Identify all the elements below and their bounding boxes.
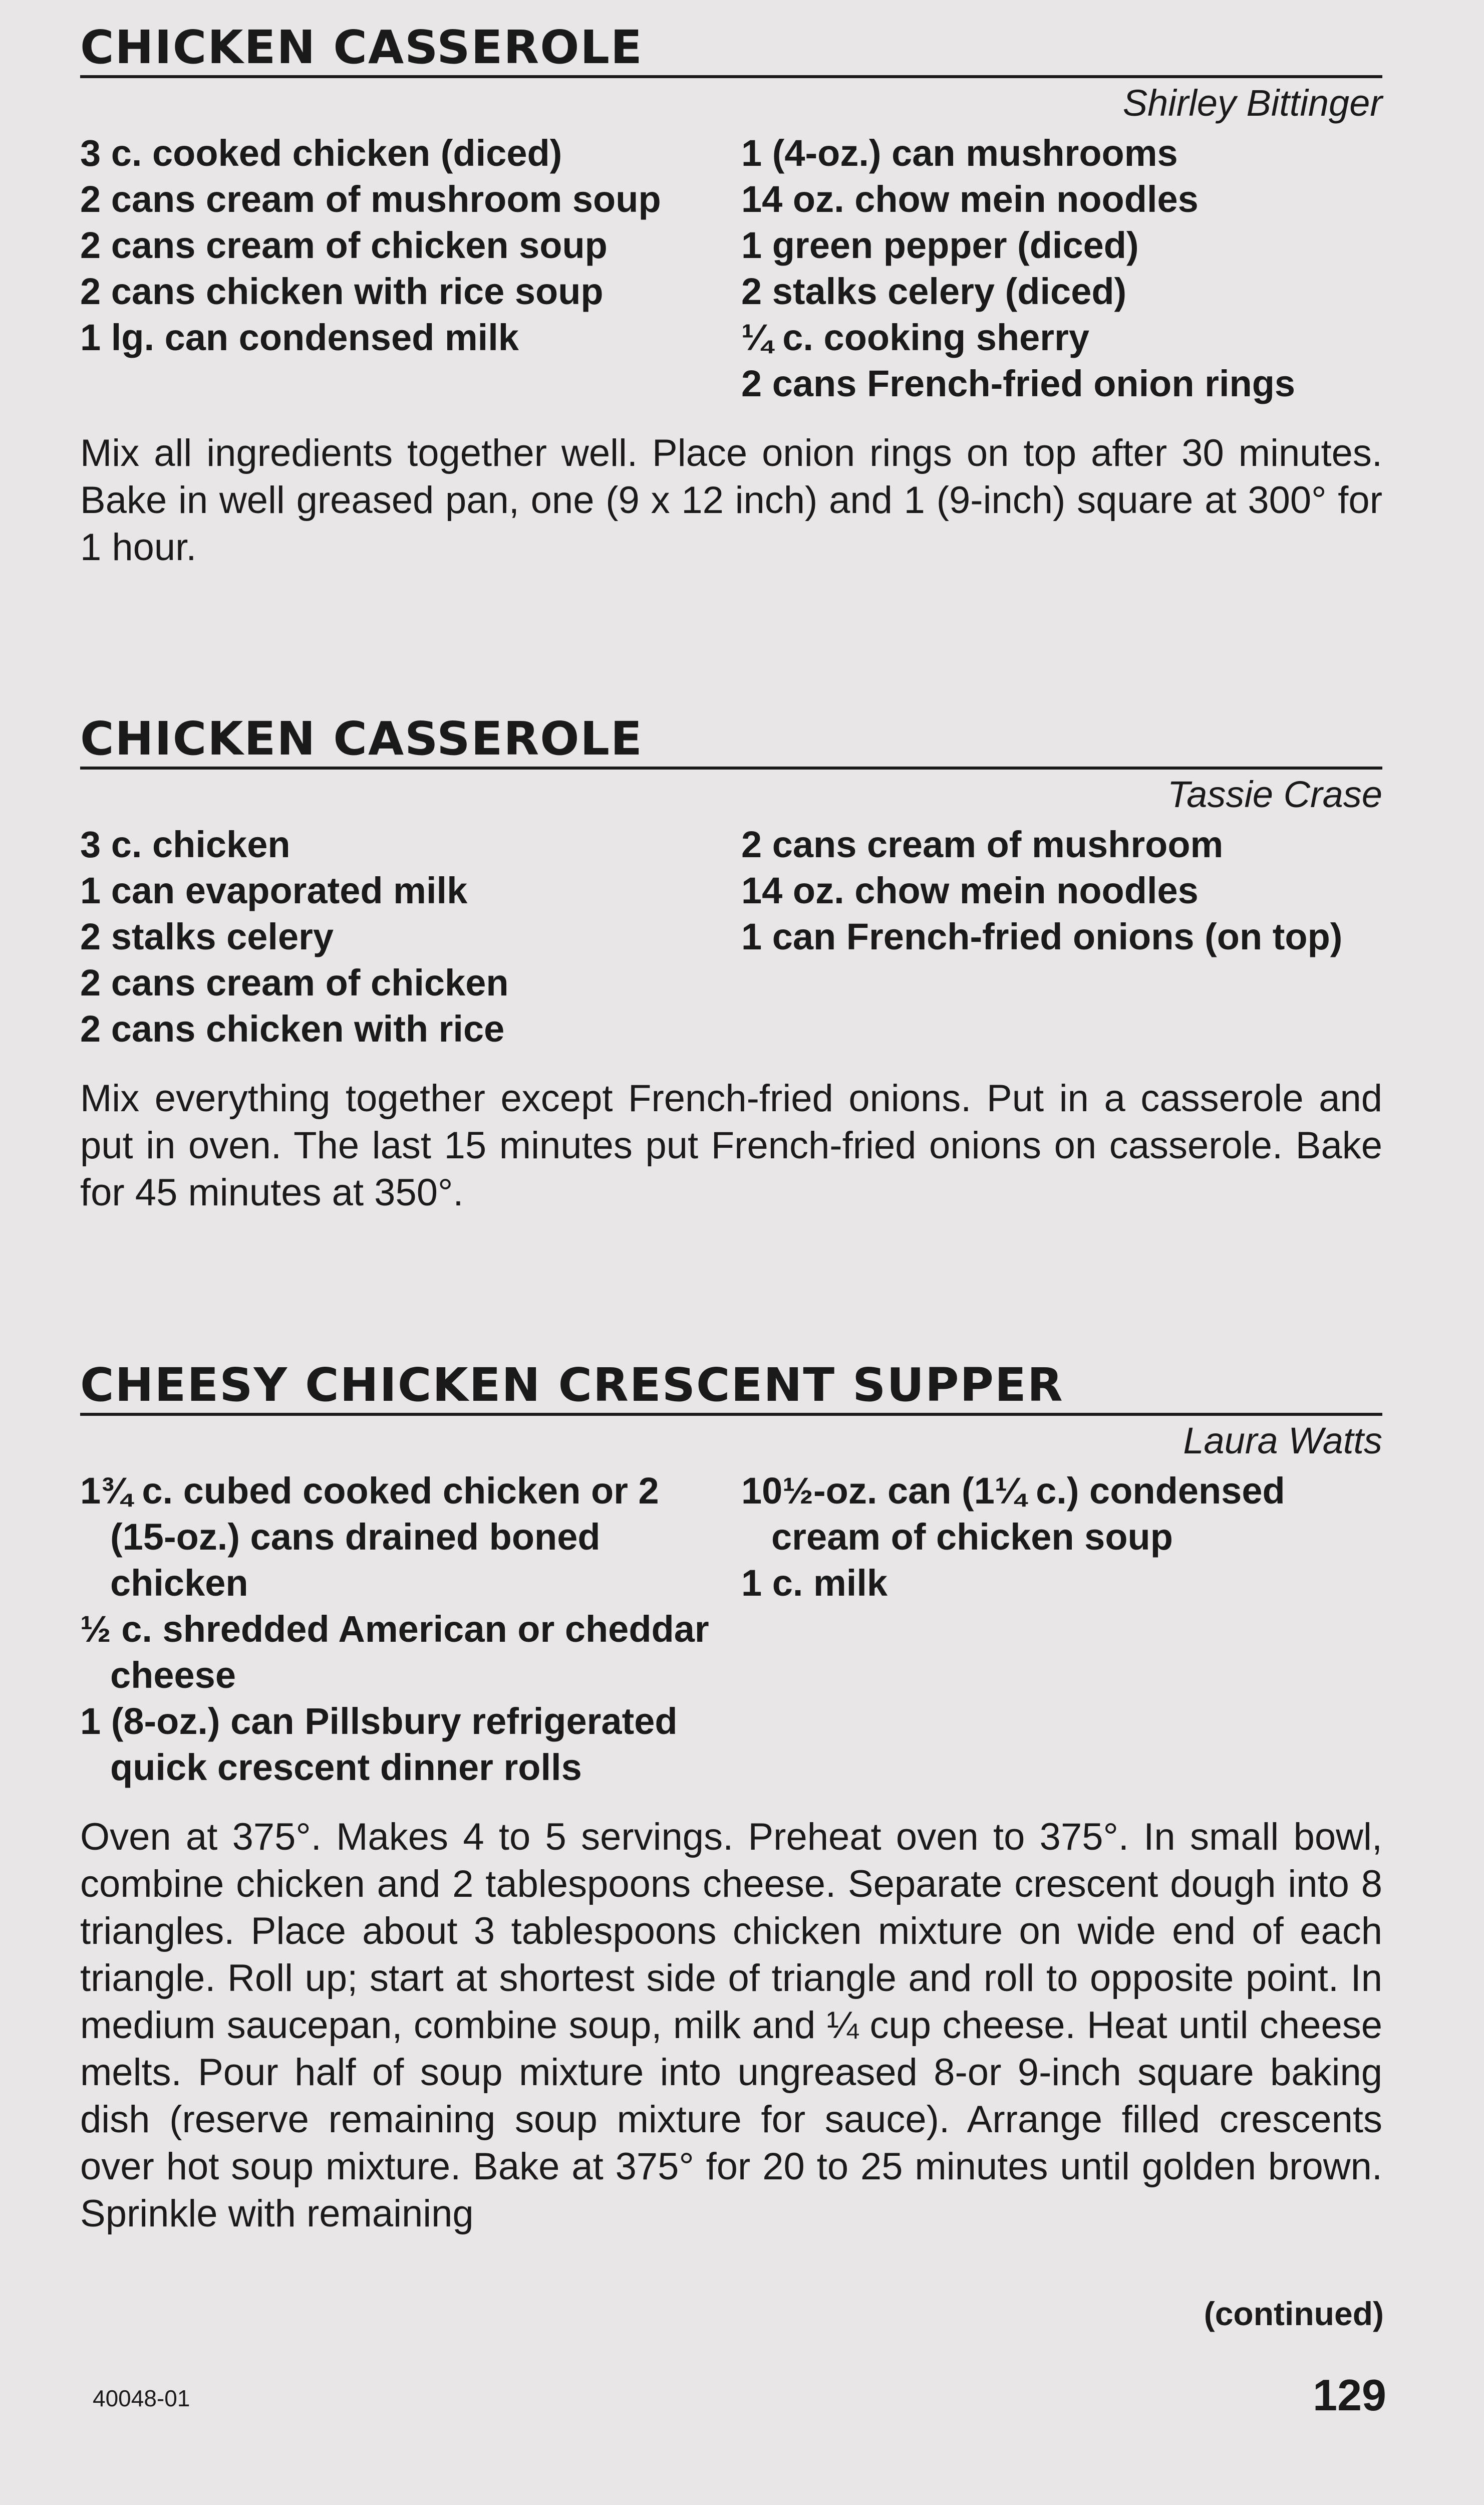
ingredient: 1 (8-oz.) can Pillsbury refrigerated quick crescent dinner rolls <box>80 1700 678 1788</box>
recipe-cheesy-chicken-crescent-supper <box>80 1358 1382 2237</box>
recipe-chicken-casserole-1 <box>80 20 1382 571</box>
ingredient: 2 cans cream of chicken <box>80 962 509 1004</box>
ingredient: 1 (4-oz.) can mushrooms <box>741 132 1178 174</box>
recipe-directions: Mix all ingredients together well. Place onion rings on top after 30 minutes. Bake in well greased pan, one (9 x 12 inch) and 1 (9-inch) square at 300° for 1 hour. <box>80 432 1382 569</box>
ingredient: 14 oz. chow mein noodles <box>741 178 1199 220</box>
ingredients <box>80 822 1382 1052</box>
ingredient: ½ c. shredded American or cheddar cheese <box>80 1608 709 1696</box>
recipe-title: CHICKEN CASSEROLE <box>80 20 1382 78</box>
ingredient: 2 cans chicken with rice soup <box>80 271 604 312</box>
ingredients <box>80 130 1382 407</box>
ingredient: 2 stalks celery <box>80 916 334 957</box>
ingredient: 3 c. cooked chicken (diced) <box>80 132 562 174</box>
ingredient: 1 can evaporated milk <box>80 870 468 911</box>
ingredients-left-column <box>80 822 741 1052</box>
ingredient: ¼ c. cooking sherry <box>741 317 1090 358</box>
ingredient: 2 cans chicken with rice <box>80 1008 505 1050</box>
ingredients-right-column <box>741 822 1382 1052</box>
ingredient: 1 lg. can condensed milk <box>80 317 519 358</box>
ingredient: 2 stalks celery (diced) <box>741 271 1127 312</box>
ingredient: 1 can French-fried onions (on top) <box>741 916 1343 957</box>
ingredient: 2 cans cream of mushroom <box>741 824 1224 865</box>
ingredient: 10½-oz. can (1¼ c.) condensed cream of chicken soup <box>741 1470 1285 1558</box>
recipe-author: Shirley Bittinger <box>1122 82 1382 124</box>
recipe-directions: Oven at 375°. Makes 4 to 5 servings. Preheat oven to 375°. In small bowl, combine chicken and 2 tablespoons cheese. Separate crescent dough into 8 triangles. Place about 3 tablespoons chicken mixture on wide end of each triangle. Roll up; start at shortest side of triangle and roll to opposite point. In medium saucepan, combine soup, milk and ¼ cup cheese. Heat until cheese melts. Pour half of soup mixture into ungreased 8-or 9-inch square baking dish (reserve remaining soup mixture for sauce). Arrange filled crescents over hot soup mixture. Bake at 375° for 20 to 25 minutes until golden brown. Sprinkle with remaining <box>80 1816 1382 2235</box>
ingredient: 1¾ c. cubed cooked chicken or 2 (15-oz.) cans drained boned chicken <box>80 1470 659 1604</box>
continued-note: (continued) <box>1204 2295 1384 2332</box>
ingredient: 14 oz. chow mein noodles <box>741 870 1199 911</box>
recipe-chicken-casserole-2 <box>80 711 1382 1216</box>
ingredients-left-column <box>80 1468 741 1791</box>
ingredient: 2 cans cream of chicken soup <box>80 224 608 266</box>
recipe-author: Laura Watts <box>1183 1420 1382 1461</box>
recipe-directions: Mix everything together except French-fried onions. Put in a casserole and put in oven. The last 15 minutes put French-fried onions on casserole. Bake for 45 minutes at 350°. <box>80 1077 1382 1214</box>
recipe-title: CHEESY CHICKEN CRESCENT SUPPER <box>80 1358 1382 1416</box>
ingredient: 2 cans cream of mushroom soup <box>80 178 661 220</box>
ingredient: 1 c. milk <box>741 1562 888 1604</box>
print-code: 40048-01 <box>93 2385 190 2411</box>
ingredients-right-column <box>741 130 1382 407</box>
recipe-title: CHICKEN CASSEROLE <box>80 711 1382 770</box>
ingredients <box>80 1468 1382 1791</box>
page-number: 129 <box>1313 2370 1386 2420</box>
ingredients-left-column <box>80 130 741 407</box>
ingredient: 1 green pepper (diced) <box>741 224 1139 266</box>
ingredient: 2 cans French-fried onion rings <box>741 363 1296 404</box>
ingredients-right-column <box>741 1468 1382 1791</box>
recipe-author: Tassie Crase <box>1167 774 1382 815</box>
ingredient: 3 c. chicken <box>80 824 290 865</box>
